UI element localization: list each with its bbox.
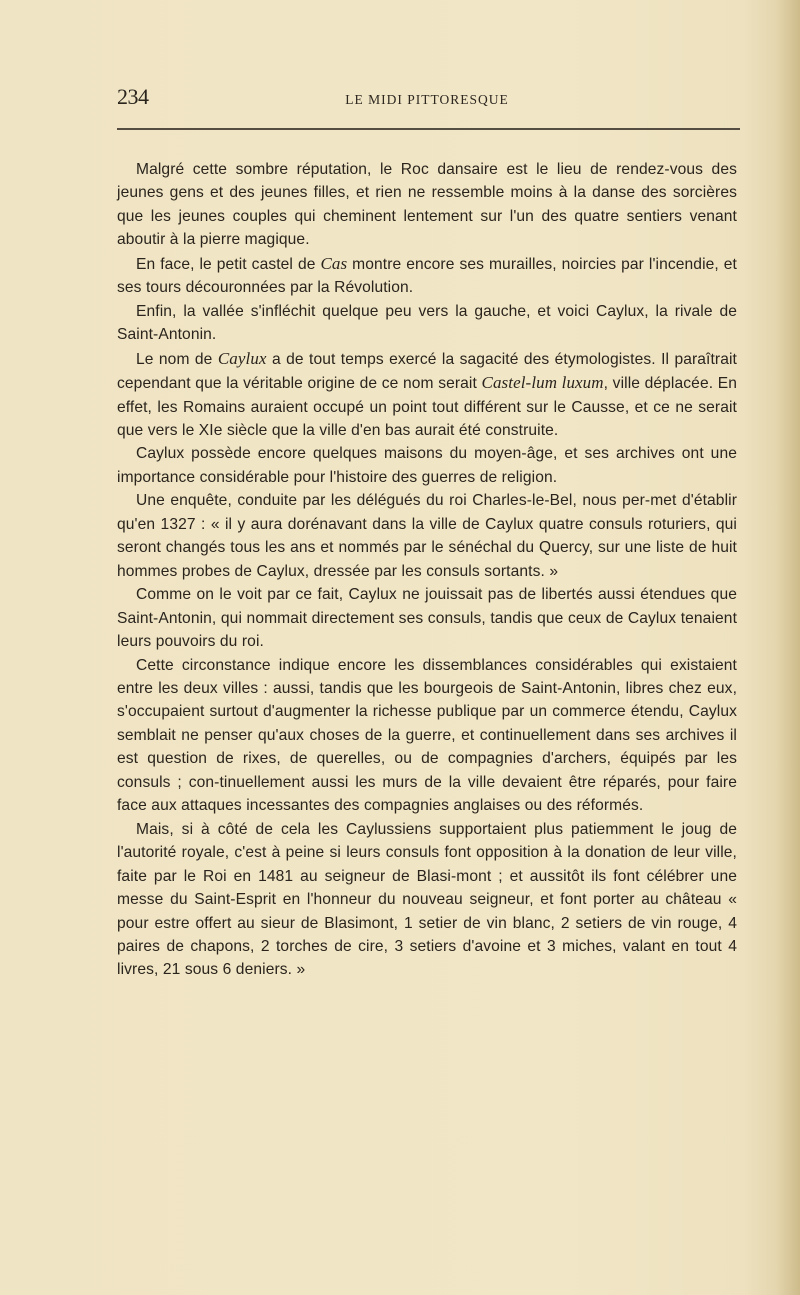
italic-term: Caylux [217,348,267,368]
paragraph [117,347,737,443]
text-run: Le nom de [136,350,218,368]
italic-term: Cas [320,253,348,273]
text-run: Malgré cette sombre réputation, le Roc dansaire est le lieu de rendez-vous des jeunes gens et des jeunes filles, et rien ne ressemble moins à la danse des sorcières que les jeunes couples qui cheminent lentement sur l'un des quatre sentiers venant aboutir à la pierre magique. [117,161,737,249]
header-rule [117,128,740,130]
text-run: Mais, si à côté de cela les Caylussiens supportaient plus patiemment le joug de l'autorité royale, c'est à peine si leurs consuls font opposition à la donation de leur ville, faite par le Roi en 1481 au seigneur de Blasi-mont ; et aussitôt ils font célébrer une messe du Saint-Esprit en l'honneur du nouveau seigneur, et font porter au château « pour estre offert au sieur de Blasimont, 1 setier de vin blanc, 2 setiers de vin rouge, 4 paires de chapons, 2 torches de cire, 3 setiers d'avoine et 3 miches, valant en tout 4 livres, 21 sous 6 deniers. » [117,820,737,979]
paragraph [117,252,737,300]
text-run: montre encore ses murailles, noircies par l'incendie, et ses tours découronnées par la Révolution. [117,255,737,297]
paragraph [117,300,737,347]
text-run: a de tout temps exercé la sagacité des étymologistes. Il paraîtrait cependant que la véritable origine de ce nom serait [117,350,737,393]
text-run: En face, le petit castel de [136,255,321,273]
book-page [117,84,737,982]
text-run: , ville déplacée. En effet, les Romains auraient occupé un point tout différent sur le Causse, et ce ne serait que vers le XIe siècle que la ville d'en bas aurait été construite. [117,375,737,439]
text-run: Enfin, la vallée s'infléchit quelque peu vers la gauche, et voici Caylux, la rivale de Saint-Antonin. [117,302,737,344]
text-run: Comme on le voit par ce fait, Caylux ne jouissait pas de libertés aussi étendues que Saint-Antonin, qui nommait directement ses consuls, tandis que ceux de Caylux tenaient leurs pouvoirs du roi. [117,586,737,651]
page-header [117,84,737,114]
paragraph [117,654,737,818]
running-title: LE MIDI PITTORESQUE [345,92,509,107]
paragraph [117,442,737,489]
paragraph [117,583,737,653]
body-text [117,158,737,982]
text-run: Caylux possède encore quelques maisons du moyen-âge, et ses archives ont une importance considérable pour l'histoire des guerres de religion. [117,445,737,486]
paragraph [117,158,737,252]
text-run: Une enquête, conduite par les délégués du roi Charles-le-Bel, nous per-met d'établir qu'en 1327 : « il y aura dorénavant dans la ville de Caylux quatre consuls roturiers, qui seront changés tous les ans et nommés par le sénéchal du Quercy, sur une liste de huit hommes probes de Caylux, dressée par les consuls sortants. » [117,492,737,580]
page-number: 234 [117,84,149,109]
text-run: Cette circonstance indique encore les dissemblances considérables qui existaient entre les deux villes : aussi, tandis que les bourgeois de Saint-Antonin, libres chez eux, s'occupaient surtout d'augmenter la richesse publique par un commerce étendu, Caylux semblait ne penser qu'aux choses de la guerre, et continuellement dans ses archives il est question de rixes, de querelles, ou de compagnies d'archers, équipés par les consuls ; con-tinuellement aussi les murs de la ville devaient être réparés, pour faire face aux attaques incessantes des compagnies anglaises ou des réformés. [117,656,737,815]
paragraph [117,489,737,583]
italic-term: Castel-lum luxum [481,373,604,393]
paragraph [117,818,737,982]
